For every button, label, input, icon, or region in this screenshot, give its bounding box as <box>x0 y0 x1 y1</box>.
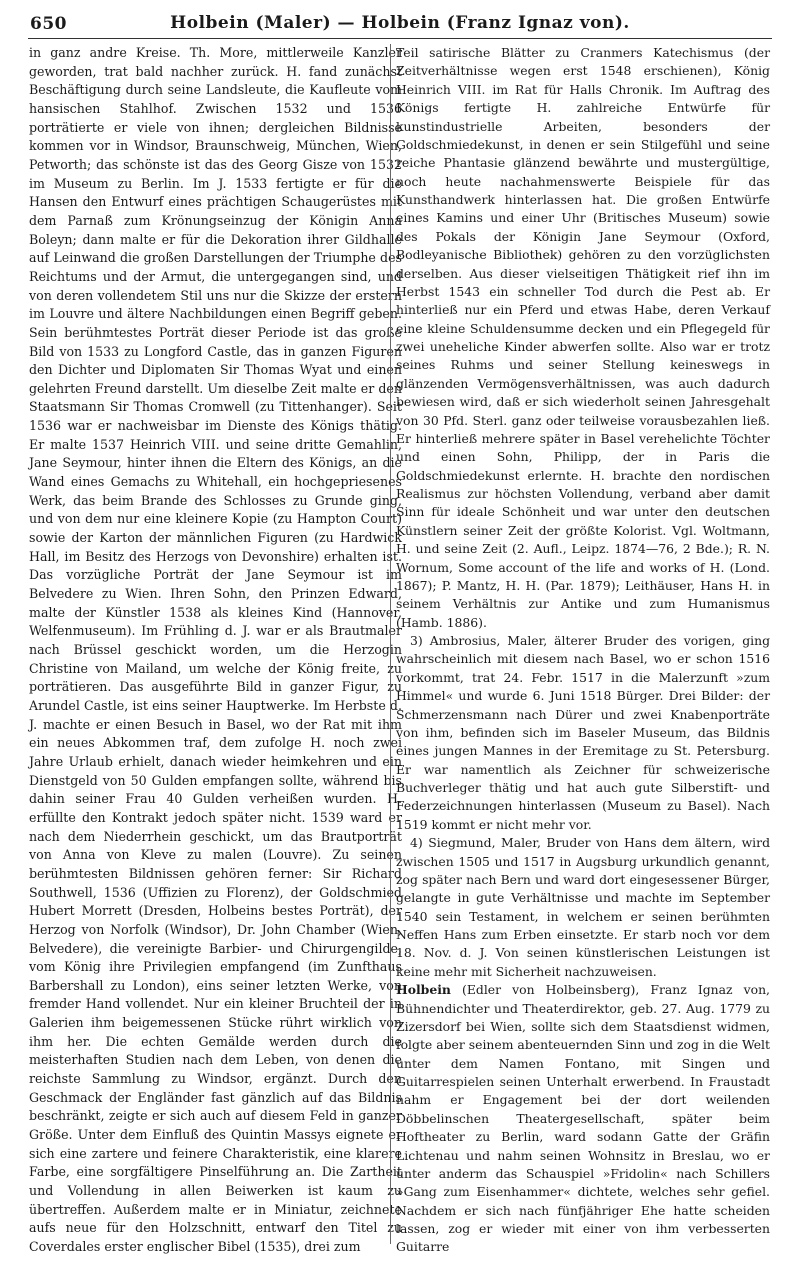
entry-text: (Edler von Holbeinsberg), Franz Ignaz von, Bühnendichter und Theaterdirektor, geb. 27. Aug. 1779 zu Zizersdorf bei Wien, sollte sich dem Staatsdienst widmen, folgte aber seinem abenteuernden Sinn und zog in die Welt unter dem Namen Fontano, mit Singen und Guitarrespielen seinen Unterhalt erwerbend. In Fraustadt nahm er Engagement bei der dort weilenden Döbbelinschen Theatergesellschaft, später beim Hoftheater zu Berlin, ward sodann Gatte der Gräfin Lichtenau und nahm seinen Wohnsitz in Breslau, wo er unter anderm das Schauspiel »Fridolin« nach Schillers »Gang zum Eisenhammer« dichtete, welches sehr gefiel. Nachdem er sich nach fünfjähriger Ehe hatte scheiden lassen, zog er wieder mit einer von ihm verbesserten Guitarre <box>396 982 770 1255</box>
right-paragraph-siegmund: 4) Siegmund, Maler, Bruder von Hans dem ältern, wird zwischen 1505 und 1517 in Augsburg urkundlich genannt, zog später nach Bern und ward dort eingesessener Bürger, gelangte in gute Verhältnisse und machte im September 1540 sein Testament, in welchem er seinen berühmten Neffen Hans zum Erben einsetzte. Er starb noch vor dem 18. Nov. d. J. Von seinen künstlerischen Leistungen ist keine mehr mit Sicherheit nachzuweisen. <box>396 835 770 979</box>
header-rule <box>28 38 772 39</box>
entry-holbein-franz <box>396 981 770 1257</box>
column-divider <box>390 44 391 1244</box>
left-paragraph: in ganz andre Kreise. Th. More, mittlerweile Kanzler geworden, trat bald nachher zurück. H. fand zunächst Beschäftigung durch seine Landsleute, die Kaufleute vom hansischen Stahlhof. Zwischen 1532 und 1536 porträtierte er viele von ihnen; dergleichen Bildnisse kommen vor in Windsor, Braunschweig, München, Wien, Petworth; das schönste ist das des Georg Gisze von 1532 im Museum zu Berlin. Im J. 1533 fertigte er für die Hansen den Entwurf eines prächtigen Schaugerüstes mit dem Parnaß zum Krönungseinzug der Königin Anna Boleyn; dann malte er für die Dekoration ihrer Gildhalle auf Leinwand die großen Darstellungen der Triumphe des Reichtums und der Armut, die untergegangen sind, und von deren vollendetem Stil uns nur die Skizze der erstern im Louvre und ältere Nachbildungen einen Begriff geben. Sein berühmtestes Porträt dieser Periode ist das große Bild von 1533 zu Longford Castle, das in ganzen Figuren den Dichter und Diplomaten Sir Thomas Wyat und einen gelehrten Freund darstellt. Um dieselbe Zeit malte er den Staatsmann Sir Thomas Cromwell (zu Tittenhanger). Seit 1536 war er nachweisbar im Dienste des Königs thätig. Er malte 1537 Heinrich VIII. und seine dritte Gemahlin, Jane Seymour, hinter ihnen die Eltern des Königs, an die Wand eines Gemachs zu Whitehall, ein hochgepriesenes Werk, das beim Brande des Schlosses zu Grunde ging, und von dem nur eine kleinere Kopie (zu Hampton Court) sowie der Karton der männlichen Figuren (zu Hardwick Hall, im Besitz des Herzogs von Devonshire) erhalten ist. Das vorzügliche Porträt der Jane Seymour ist im Belvedere zu Wien. Ihren Sohn, den Prinzen Edward, malte der Künstler 1538 als kleines Kind (Hannover, Welfenmuseum). Im Frühling d. J. war er als Brautmaler nach Brüssel geschickt worden, um die Herzogin Christine von Mailand, um welche der König freite, zu porträtieren. Das ausgeführte Bild in ganzer Figur, zu Arundel Castle, ist eins seiner Hauptwerke. Im Herbste d. J. machte er einen Besuch in Basel, wo der Rat mit ihm ein neues Abkommen traf, dem zufolge H. noch zwei Jahre Urlaub erhielt, danach wieder heimkehren und ein Dienstgeld von 50 Gulden empfangen sollte, während bis dahin seiner Frau 40 Gulden verheißen wurden. H. erfüllte den Kontrakt jedoch später nicht. 1539 ward er nach dem Niederrhein geschickt, um das Brautporträt von Anna von Kleve zu malen (Louvre). Zu seinen berühmtesten Bildnissen gehören ferner: Sir Richard Southwell, 1536 (Uffizien zu Florenz), der Goldschmied Hubert Morrett (Dresden, Holbeins bestes Porträt), der Herzog von Norfolk (Windsor), Dr. John Chamber (Wien, Belvedere), die vereinigte Barbier- und Chirurgengilde, vom König ihre Privilegien empfangend (im Zunfthaus Barbershall zu London), eins seiner letzten Werke, von fremder Hand vollendet. Nur ein kleiner Bruchteil der in Galerien ihm beigemessenen Stücke rührt wirklich von ihm her. Die echten Gemälde werden durch die meisterhaften Studien nach dem Leben, von denen die reichste Sammlung zu Windsor, ergänzt. Durch den Geschmack der Engländer fast gänzlich auf das Bildnis beschränkt, zeigte er sich auch auf diesem Feld in ganzer Größe. Unter dem Einfluß des Quintin Massys eignete er sich eine zartere und feinere Charakteristik, eine klarere Farbe, eine sorgfältigere Pinselführung an. Die Zartheit und Vollendung in allen Beiwerken ist kaum zu übertreffen. Außerdem malte er in Miniatur, zeichnete aufs neue für den Holzschnitt, entwarf den Titel zu Coverdales erster englischer Bibel (1535), drei zum <box>29 45 402 1254</box>
page-header <box>28 10 772 38</box>
right-column <box>396 44 770 1257</box>
running-title: Holbein (Maler) — Holbein (Franz Ignaz von). <box>170 13 630 33</box>
right-paragraph-hans: Teil satirische Blätter zu Cranmers Katechismus (der Zeitverhältnisse wegen erst 1548 erschienen), König Heinrich VIII. im Rat für Halls Chronik. Im Auftrag des Königs fertigte H. zahlreiche Entwürfe für kunstindustrielle Arbeiten, besonders der Goldschmiedekunst, in denen er sein Stilgefühl und seine reiche Phantasie glänzend bewährte und mustergültige, noch heute nachahmenswerte Beispiele für das Kunsthandwerk hinterlassen hat. Die großen Entwürfe eines Kamins und einer Uhr (Britisches Museum) sowie des Pokals der Königin Jane Seymour (Oxford, Bodleyanische Bibliothek) gehören zu den vorzüglichsten derselben. Aus dieser vielseitigen Thätigkeit rief ihn im Herbst 1543 ein schneller Tod durch die Pest ab. Er hinterließ nur ein Pferd und etwas Habe, deren Verkauf eine kleine Schuldensumme decken und ein Pflegegeld für zwei uneheliche Kinder abwerfen sollte. Also war er trotz seines Ruhms und seiner Stellung keineswegs in glänzenden Vermögensverhältnissen, was auch dadurch bewiesen wird, daß er sich wiederholt seinen Jahresgehalt von 30 Pfd. Sterl. ganz oder teilweise vorausbezahlen ließ. Er hinterließ mehrere später in Basel verehelichte Töchter und einen Sohn, Philipp, der in Paris die Goldschmiedekunst erlernte. H. brachte den nordischen Realismus zur höchsten Vollendung, verband aber damit Sinn für ideale Schönheit und war unter den deutschen Künstlern seiner Zeit der größte Kolorist. Vgl. Woltmann, H. und seine Zeit (2. Aufl., Leipz. 1874—76, 2 Bde.); R. N. Wornum, Some account of the life and works of H. (Lond. 1867); P. Mantz, H. H. (Par. 1879); Leithäuser, Hans H. in seinem Verhältnis zur Antike und zum Humanismus (Hamb. 1886). <box>396 45 770 630</box>
page-number: 650 <box>30 14 67 34</box>
left-column <box>29 44 402 1257</box>
right-paragraph-ambrosius: 3) Ambrosius, Maler, älterer Bruder des vorigen, ging wahrscheinlich mit diesem nach Basel, wo er schon 1516 vorkommt, trat 24. Febr. 1517 in die Malerzunft »zum Himmel« und wurde 6. Juni 1518 Bürger. Drei Bilder: der Schmerzensmann nach Dürer und zwei Knabenporträte von ihm, befinden sich im Baseler Museum, das Bildnis eines jungen Mannes in der Eremitage zu St. Petersburg. Er war namentlich als Zeichner für schweizerische Buchverleger thätig und hat auch gute Silberstift- und Federzeichnungen hinterlassen (Museum zu Basel). Nach 1519 kommt er nicht mehr vor. <box>396 633 770 832</box>
entry-headword: Holbein <box>396 982 451 998</box>
